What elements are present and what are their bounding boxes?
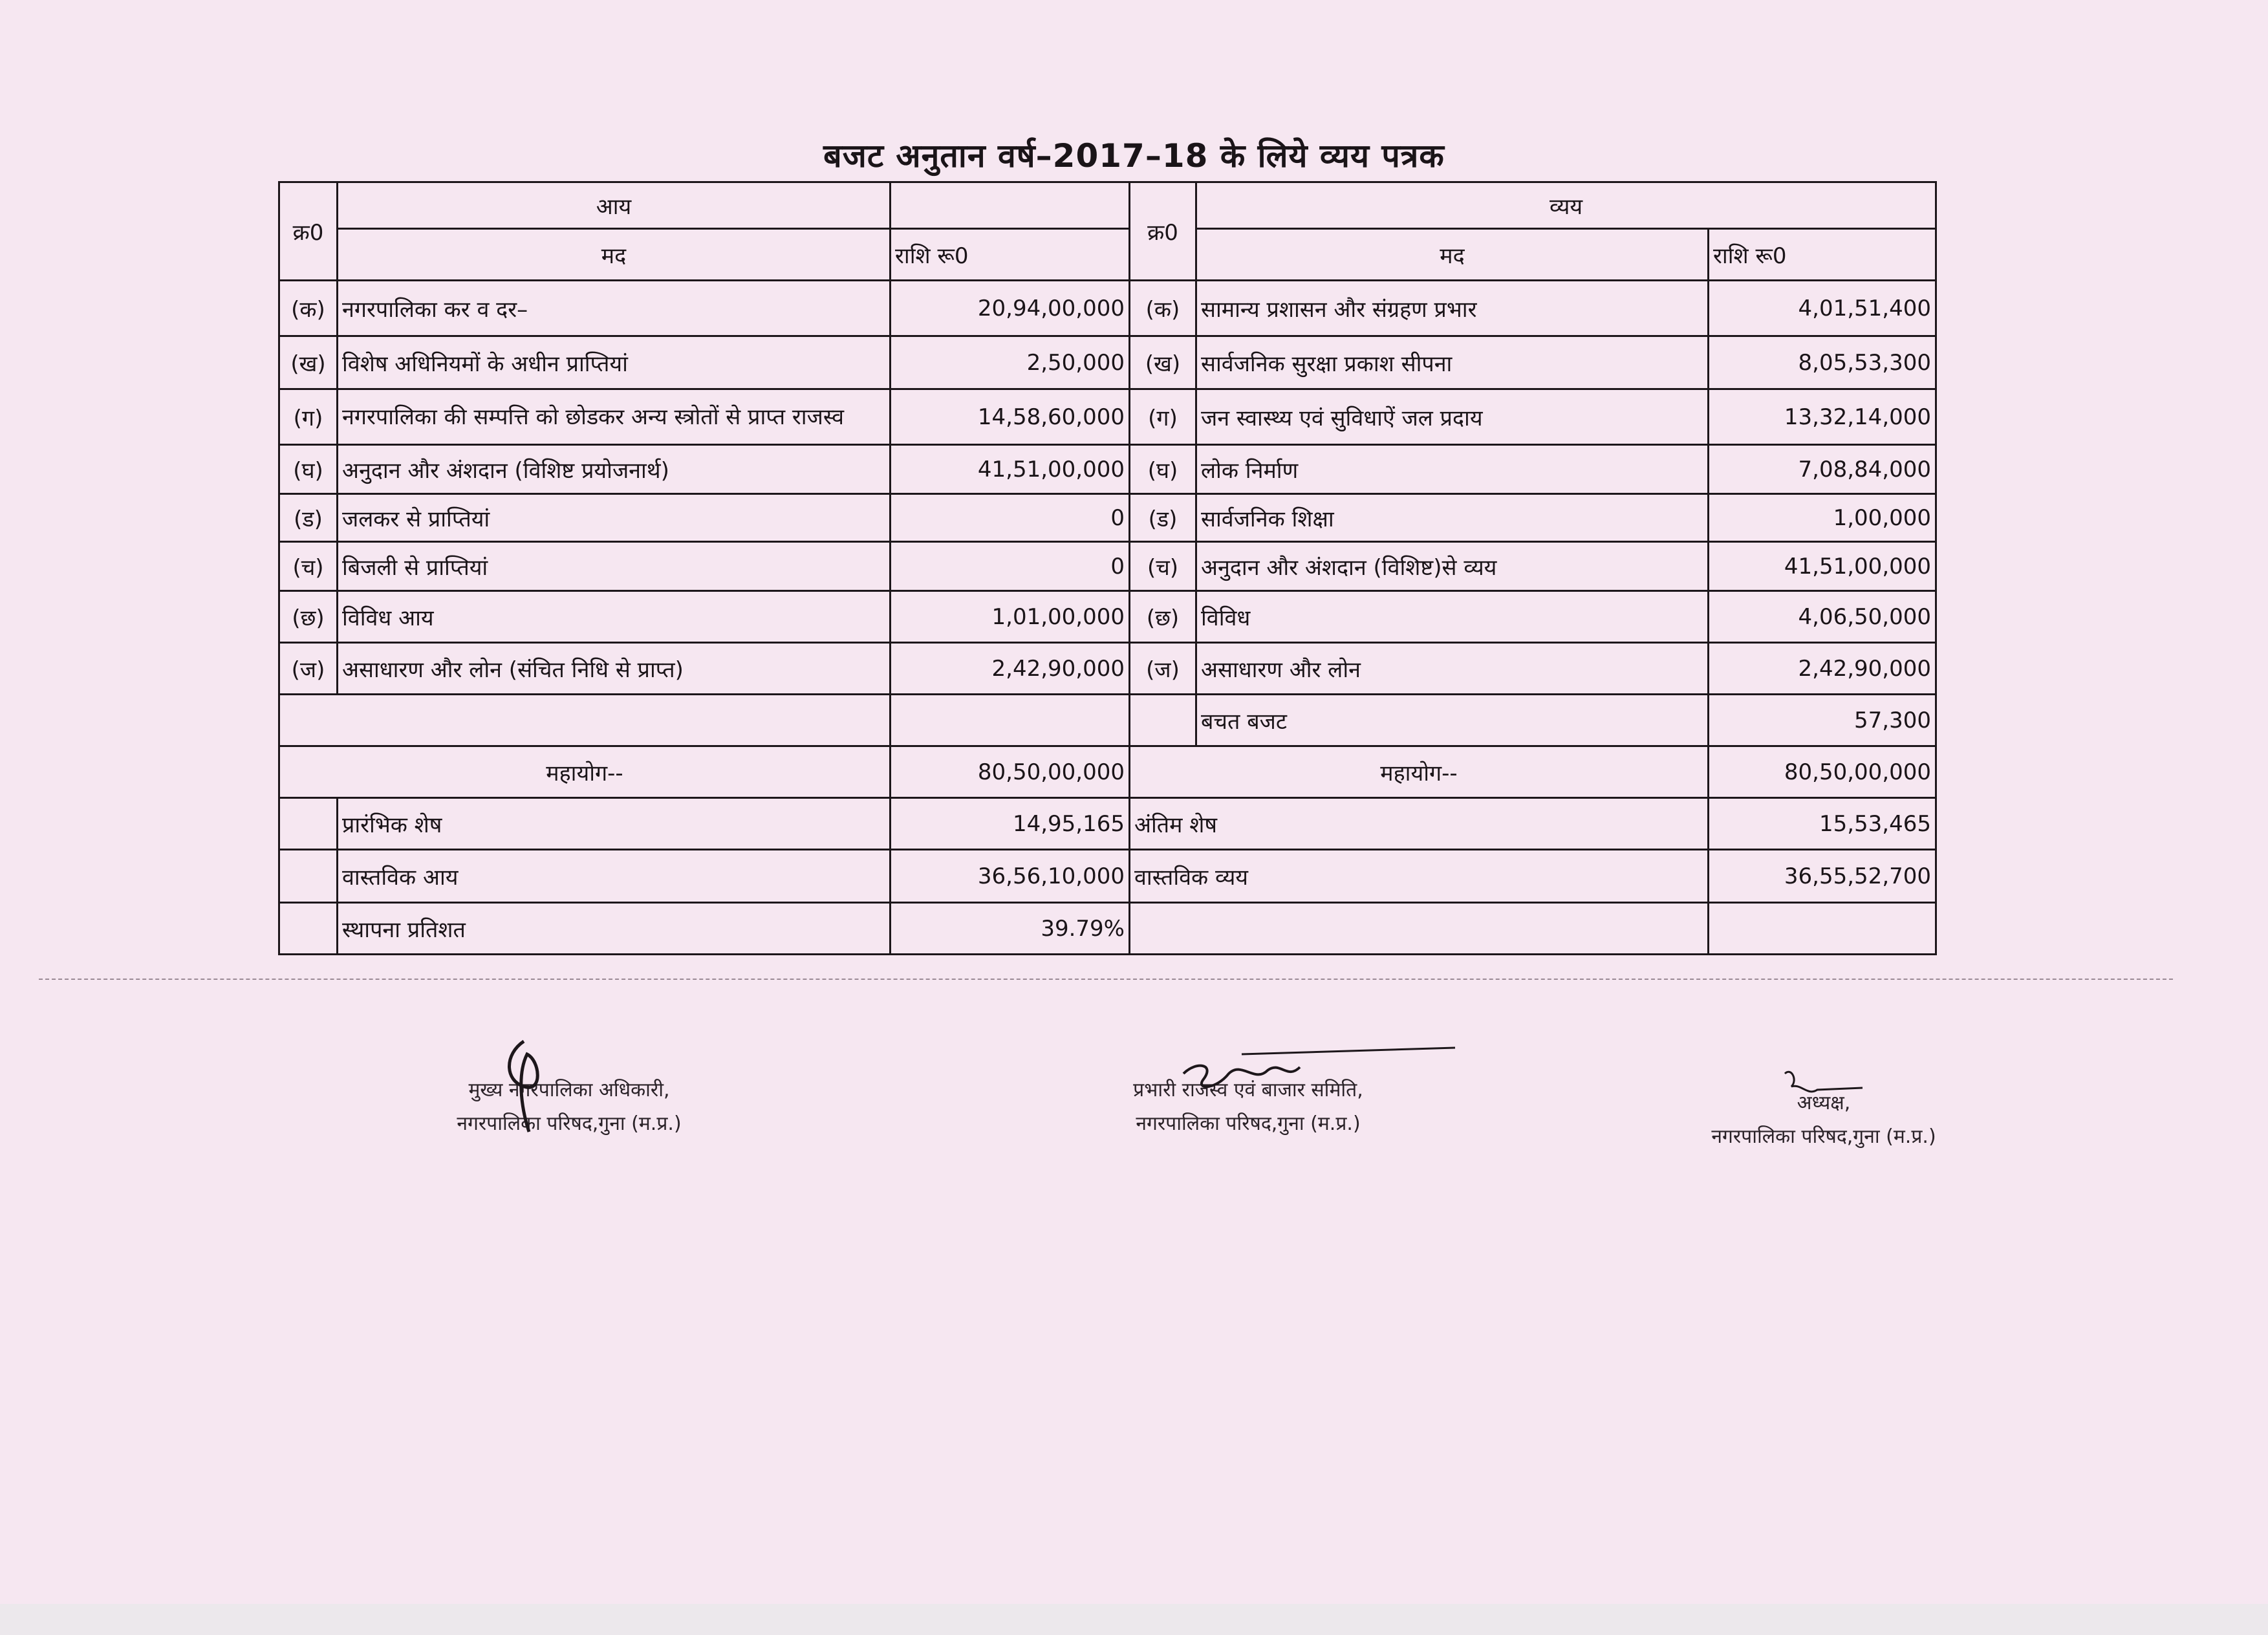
savings-sno-blank xyxy=(1130,695,1196,746)
savings-label: बचत बजट xyxy=(1196,695,1709,746)
table-row xyxy=(279,542,1936,591)
actual-expense: 36,55,52,700 xyxy=(1709,850,1936,903)
expense-item: असाधारण और लोन xyxy=(1196,643,1709,695)
income-amount: 2,50,000 xyxy=(891,336,1130,389)
income-amount: 14,58,60,000 xyxy=(891,389,1130,445)
income-grand-total-label: महायोग-- xyxy=(279,746,891,798)
closing-balance: 15,53,465 xyxy=(1709,798,1936,850)
income-item: नगरपालिका की सम्पत्ति को छोडकर अन्य स्त्रोतों से प्राप्त राजस्व xyxy=(338,389,891,445)
income-grand-total: 80,50,00,000 xyxy=(891,746,1130,798)
signatory-office: नगरपालिका परिषद,गुना (म.प्र.) xyxy=(1136,1112,1361,1135)
expense-sno-header: क्र0 xyxy=(1130,182,1196,281)
actual-expense-label: वास्तविक व्यय xyxy=(1130,850,1709,903)
income-item: विशेष अधिनियमों के अधीन प्राप्तियां xyxy=(338,336,891,389)
income-group-header-blank xyxy=(891,182,1130,229)
income-item: विविध आय xyxy=(338,591,891,643)
table-row xyxy=(279,336,1936,389)
income-item-header: मद xyxy=(338,229,891,281)
header-row-1 xyxy=(279,182,1936,229)
income-amount: 41,51,00,000 xyxy=(891,445,1130,494)
income-group-header: आय xyxy=(338,182,891,229)
actual-row xyxy=(279,850,1936,903)
expense-amount: 41,51,00,000 xyxy=(1709,542,1936,591)
expense-item: विविध xyxy=(1196,591,1709,643)
expense-item: सार्वजनिक सुरक्षा प्रकाश सीपना xyxy=(1196,336,1709,389)
closing-balance-label: अंतिम शेष xyxy=(1130,798,1709,850)
signatory-office: नगरपालिका परिषद,गुना (म.प्र.) xyxy=(1711,1125,1936,1148)
expense-amount: 4,01,51,400 xyxy=(1709,281,1936,336)
income-amount: 2,42,90,000 xyxy=(891,643,1130,695)
actual-income: 36,56,10,000 xyxy=(891,850,1130,903)
income-sno: (ख) xyxy=(279,336,338,389)
expense-sno: (च) xyxy=(1130,542,1196,591)
opening-balance: 14,95,165 xyxy=(891,798,1130,850)
signatory-office: नगरपालिका परिषद,गुना (म.प्र.) xyxy=(457,1112,682,1135)
expense-item: जन स्वास्थ्य एवं सुविधाऐं जल प्रदाय xyxy=(1196,389,1709,445)
income-sno-header: क्र0 xyxy=(279,182,338,281)
savings-row xyxy=(279,695,1936,746)
income-amount-header: राशि रू0 xyxy=(891,229,1130,281)
establishment-row xyxy=(279,903,1936,955)
actual-blank xyxy=(279,850,338,903)
table-row xyxy=(279,281,1936,336)
income-sno: (क) xyxy=(279,281,338,336)
scan-fold-line xyxy=(39,979,2173,980)
savings-income-amount-blank xyxy=(891,695,1130,746)
expense-amount: 1,00,000 xyxy=(1709,494,1936,542)
expense-item: सार्वजनिक शिक्षा xyxy=(1196,494,1709,542)
expense-sno: (ख) xyxy=(1130,336,1196,389)
income-sno: (घ) xyxy=(279,445,338,494)
establishment-blank-2 xyxy=(1130,903,1709,955)
income-item: बिजली से प्राप्तियां xyxy=(338,542,891,591)
expense-item: अनुदान और अंशदान (विशिष्ट)से व्यय xyxy=(1196,542,1709,591)
expense-sno: (घ) xyxy=(1130,445,1196,494)
grand-total-row xyxy=(279,746,1936,798)
signatory-designation: मुख्य नगरपालिका अधिकारी, xyxy=(468,1079,670,1101)
establishment-percent: 39.79% xyxy=(891,903,1130,955)
income-amount: 0 xyxy=(891,494,1130,542)
expense-amount: 4,06,50,000 xyxy=(1709,591,1936,643)
income-sno: (ज) xyxy=(279,643,338,695)
expense-item: सामान्य प्रशासन और संग्रहण प्रभार xyxy=(1196,281,1709,336)
actual-income-label: वास्तविक आय xyxy=(338,850,891,903)
expense-grand-total-label: महायोग-- xyxy=(1130,746,1709,798)
table-row xyxy=(279,494,1936,542)
expense-amount: 13,32,14,000 xyxy=(1709,389,1936,445)
handwritten-signature-icon xyxy=(479,1035,569,1145)
handwritten-signature-icon xyxy=(1772,1061,1869,1112)
expense-amount-header: राशि रू0 xyxy=(1709,229,1936,281)
income-item: नगरपालिका कर व दर– xyxy=(338,281,891,336)
income-amount: 20,94,00,000 xyxy=(891,281,1130,336)
expense-item-header: मद xyxy=(1196,229,1709,281)
establishment-label: स्थापना प्रतिशत xyxy=(338,903,891,955)
establishment-blank-3 xyxy=(1709,903,1936,955)
income-amount: 1,01,00,000 xyxy=(891,591,1130,643)
expense-sno: (ग) xyxy=(1130,389,1196,445)
table-row xyxy=(279,389,1936,445)
opening-balance-label: प्रारंभिक शेष xyxy=(338,798,891,850)
signatory-designation: प्रभारी राजस्व एवं बाजार समिति, xyxy=(1133,1079,1363,1101)
table-row xyxy=(279,591,1936,643)
handwritten-signature-icon xyxy=(1145,1035,1468,1106)
income-sno: (छ) xyxy=(279,591,338,643)
expense-amount: 8,05,53,300 xyxy=(1709,336,1936,389)
income-sno: (च) xyxy=(279,542,338,591)
expense-amount: 7,08,84,000 xyxy=(1709,445,1936,494)
expense-amount: 2,42,90,000 xyxy=(1709,643,1936,695)
income-sno: (ग) xyxy=(279,389,338,445)
table-row xyxy=(279,445,1936,494)
budget-table xyxy=(278,181,1937,955)
balance-row xyxy=(279,798,1936,850)
balance-blank xyxy=(279,798,338,850)
signature-block-president xyxy=(1675,1087,1972,1154)
income-item: जलकर से प्राप्तियां xyxy=(338,494,891,542)
signature-block-cmo xyxy=(401,1074,737,1141)
income-sno: (ड) xyxy=(279,494,338,542)
savings-income-blank xyxy=(279,695,891,746)
expense-sno: (ज) xyxy=(1130,643,1196,695)
expense-sno: (ड) xyxy=(1130,494,1196,542)
scan-bottom-strip xyxy=(0,1604,2268,1635)
document-title: बजट अनुतान वर्ष–2017–18 के लिये व्यय पत्रक xyxy=(823,137,1445,175)
expense-grand-total: 80,50,00,000 xyxy=(1709,746,1936,798)
expense-sno: (क) xyxy=(1130,281,1196,336)
income-amount: 0 xyxy=(891,542,1130,591)
header-row-2 xyxy=(279,229,1936,281)
expense-group-header: व्यय xyxy=(1196,182,1936,229)
savings-amount: 57,300 xyxy=(1709,695,1936,746)
income-item: अनुदान और अंशदान (विशिष्ट प्रयोजनार्थ) xyxy=(338,445,891,494)
expense-sno: (छ) xyxy=(1130,591,1196,643)
signature-block-revenue xyxy=(1067,1074,1429,1141)
signatory-designation: अध्यक्ष, xyxy=(1797,1092,1851,1114)
income-item: असाधारण और लोन (संचित निधि से प्राप्त) xyxy=(338,643,891,695)
table-row xyxy=(279,643,1936,695)
establishment-blank xyxy=(279,903,338,955)
expense-item: लोक निर्माण xyxy=(1196,445,1709,494)
